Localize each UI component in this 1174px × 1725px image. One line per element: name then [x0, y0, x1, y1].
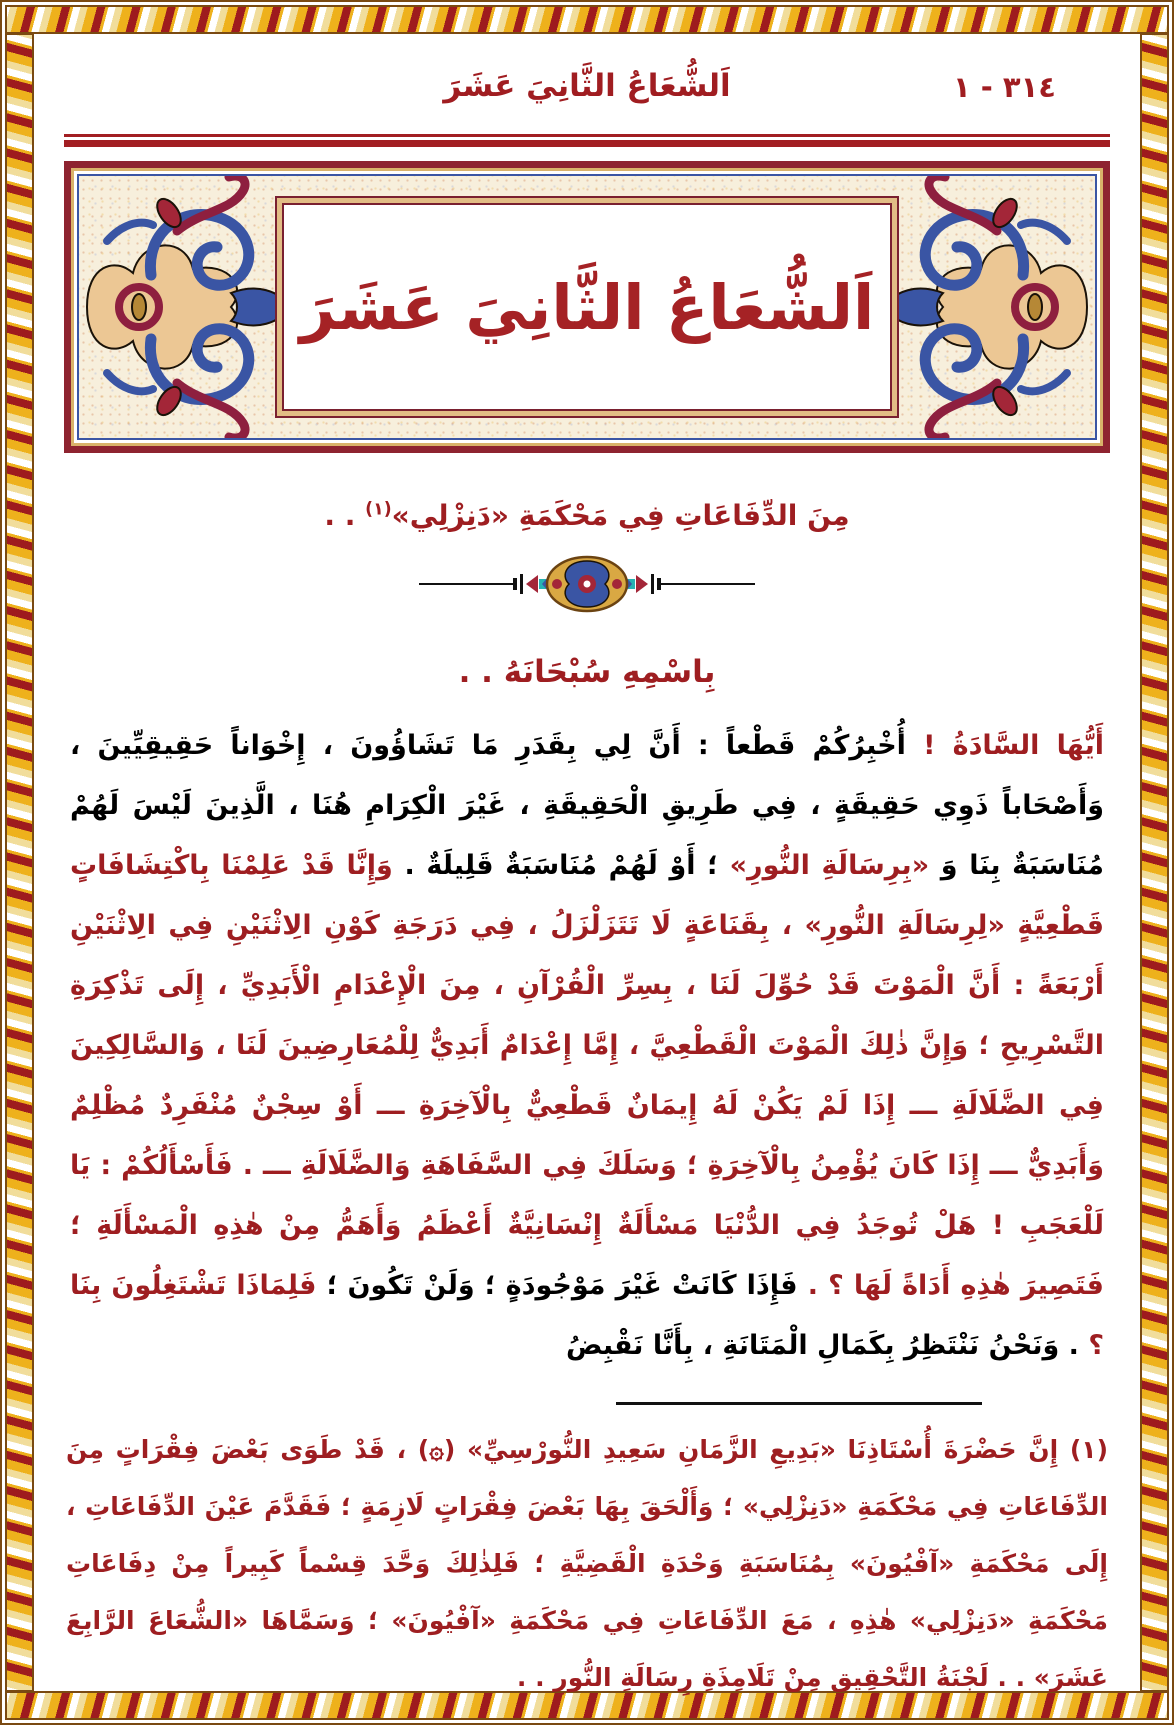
text-segment-black: أُخْبِرُكُمْ قَطْعاً : أَنَّ لِي بِقَدَرِ مَا تَشَاؤُونَ ، إِخْوَاناً حَقِيقِيِّينَ ، وَأَصْحَاباً ذَوِي حَقِيقَةٍ ، فِي طَرِيقِ الْحَقِيقَةِ ، غَيْرَ الْكِرَامِ هُنَا ، الَّذِينَ لَيْسَ لَهُمْ مُنَاسَبَةٌ بِنَا وَ: [70, 730, 1105, 881]
text-segment-red: فَلِمَاذَا تَشْتَغِلُونَ بِنَا ؟: [70, 1270, 1104, 1361]
text-segment-black: ؛ أَوْ لَهُمْ مُنَاسَبَةٌ قَلِيلَةٌ .: [392, 850, 730, 881]
banner-title-panel-inner: [282, 203, 892, 411]
running-header: [64, 68, 1110, 120]
page-content: [36, 36, 1138, 1692]
banner-title-panel: [275, 196, 899, 418]
chapter-title: اَلشُّعَاعُ الثَّانِيَ عَشَرَ: [299, 270, 875, 344]
banner-gold-border: [71, 168, 1103, 446]
text-segment-red: «بِرِسَالَةِ النُّورِ»: [729, 850, 930, 881]
footnote-marker: (١): [365, 499, 392, 520]
footnote-separator-rule: [616, 1402, 982, 1405]
chain-border-right: [1140, 33, 1169, 1692]
text-segment-black: . وَنَحْنُ نَنْتَظِرُ بِكَمَالِ الْمَتَانَةِ ، بِأَنَّا نَقْبِضُ: [566, 1330, 1089, 1361]
main-text-paragraph: [70, 716, 1104, 1376]
banner-speckled-field: [77, 174, 1097, 440]
ornamental-divider-icon: [417, 554, 757, 614]
arabesque-ornament-right-icon: [875, 174, 1093, 440]
arabesque-ornament-left-icon: [81, 174, 299, 440]
header-double-rule: [64, 134, 1110, 147]
page-number: ٣١٤ - ١: [952, 70, 1056, 104]
chapter-subtitle-text: مِنَ الدِّفَاعَاتِ فِي مَحْكَمَةِ «دَنِزْلِي»: [391, 499, 850, 532]
text-segment-black: فَإِذَا كَانَتْ غَيْرَ مَوْجُودَةٍ ؛ وَلَنْ تَكُونَ ؛: [316, 1270, 798, 1301]
chain-border-top: [5, 5, 1169, 34]
basmala: بِاسْمِهِ سُبْحَانَهُ . .: [458, 654, 716, 690]
text-segment-red: وَإِنَّا قَدْ عَلِمْنَا بِاكْتِشَافَاتٍ قَطْعِيَّةٍ «لِرِسَالَةِ النُّورِ» ، بِقَنَاعَةٍ لَا تَتَزَلْزَلُ ، فِي دَرَجَةِ كَوْنِ الِاثْنَيْنِ فِي الِاثْنَيْنِ أَرْبَعَةً : أَنَّ الْمَوْتَ قَدْ حُوِّلَ لَنَا ، بِسِرِّ الْقُرْآنِ ، مِنَ الْإِعْدَامِ الْأَبَدِيِّ ، إِلَى تَذْكِرَةِ التَّسْرِيحِ ؛ وَإِنَّ ذٰلِكَ الْمَوْتَ الْقَطْعِيَّ ، إِمَّا إِعْدَامٌ أَبَدِيٌّ لِلْمُعَارِضِينَ لَنَا ، وَالسَّالِكِينَ فِي الضَّلَالَةِ ـــ إِذَا لَمْ يَكُنْ لَهُ إِيمَانٌ قَطْعِيٌّ بِالْآخِرَةِ ـــ أَوْ سِجْنٌ مُنْفَرِدٌ مُظْلِمٌ وَأَبَدِيٌّ ـــ إِذَا كَانَ يُؤْمِنُ بِالْآخِرَةِ ؛ وَسَلَكَ فِي السَّفَاهَةِ وَالضَّلَالَةِ ـــ . فَأَسْأَلُكُمْ : يَا لَلْعَجَبِ ! هَلْ تُوجَدُ فِي الدُّنْيَا مَسْأَلَةٌ إِنْسَانِيَّةٌ أَعْظَمُ وَأَهَمُّ مِنْ هٰذِهِ الْمَسْأَلَةِ ؛ فَتَصِيرَ هٰذِهِ أَدَاةً لَهَا ؟ .: [70, 850, 1104, 1301]
text-segment-red: (١) إِنَّ حَضْرَةَ أُسْتَاذِنَا «بَدِيعِ الزَّمَانِ سَعِيدِ النُّورْسِيِّ» (۞) ، قَدْ طَوَى بَعْضَ فِقْرَاتٍ مِنَ الدِّفَاعَاتِ فِي مَحْكَمَةِ «دَنِزْلِي» ؛ وَأَلْحَقَ بِهَا بَعْضَ فِقْرَاتٍ لَازِمَةٍ ؛ فَقَدَّمَ عَيْنَ الدِّفَاعَاتِ ، إِلَى مَحْكَمَةِ «آفْيُونَ» بِمُنَاسَبَةِ وَحْدَةِ الْقَضِيَّةِ ؛ فَلِذٰلِكَ وَحَّدَ قِسْماً كَبِيراً مِنْ دِفَاعَاتِ مَحْكَمَةِ «دَنِزْلِي» هٰذِهِ ، مَعَ الدِّفَاعَاتِ فِي مَحْكَمَةِ «آفْيُونَ» ؛ وَسَمَّاهَا «الشُّعَاعَ الرَّابِعَ عَشَرَ» . . لَجْنَةُ التَّحْقِيقِ مِنْ تَلَامِذَةِ رِسَالَةِ النُّورِ . .: [66, 1435, 1108, 1692]
chapter-subtitle-dots: . .: [324, 499, 366, 532]
chapter-subtitle: [64, 499, 1110, 532]
illuminated-banner: [64, 161, 1110, 453]
chain-border-left: [5, 33, 34, 1692]
running-header-title: اَلشُّعَاعُ الثَّانِيَ عَشَرَ: [443, 68, 731, 104]
text-segment-red: أَيُّهَا السَّادَةُ !: [905, 730, 1104, 761]
footnote-paragraph: [66, 1421, 1108, 1706]
